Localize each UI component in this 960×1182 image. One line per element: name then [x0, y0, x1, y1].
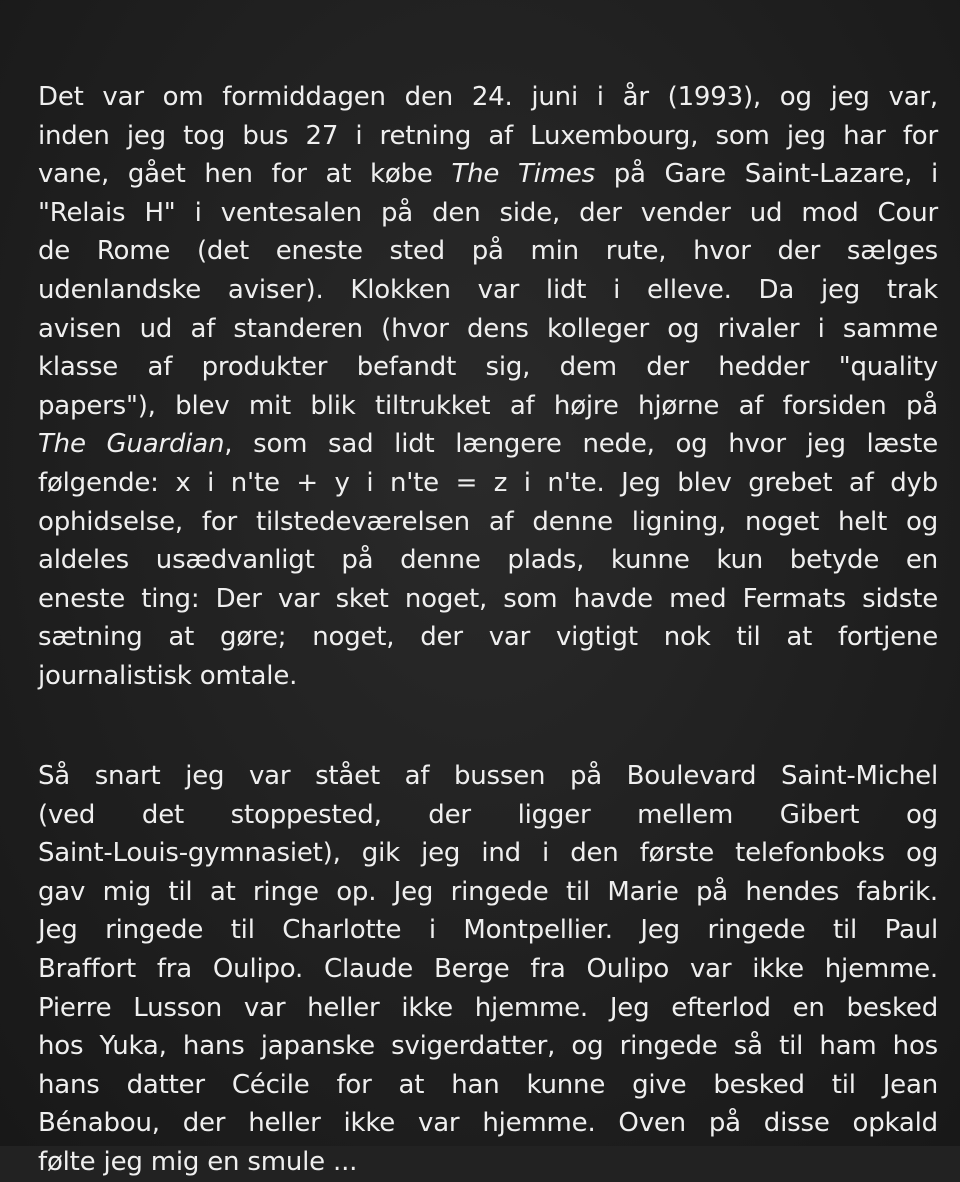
text-line: udenlandske aviser). Klokken var lidt i elleve. Da jeg trak — [38, 274, 938, 305]
text-line: Det var om formiddagen den 24. juni i år (1993), og jeg var, — [38, 82, 938, 112]
paragraph-1 — [38, 78, 938, 696]
text-line: eneste ting: Der var sket noget, som havde med Fermats sidste — [38, 583, 938, 614]
text-line: Bénabou, der heller ikke var hjemme. Oven på disse opkald — [38, 1108, 938, 1139]
text-line: hos Yuka, hans japanske svigerdatter, og ringede så til ham hos — [38, 1031, 938, 1062]
text-line: de Rome (det eneste sted på min rute, hvor der sælges — [38, 236, 938, 267]
text-line: klasse af produkter befandt sig, dem der hedder "quality — [38, 352, 938, 383]
text-line: "Relais H" i ventesalen på den side, der vender ud mod Cour — [38, 197, 938, 228]
paragraph-2 — [38, 757, 938, 1182]
text-line: hans datter Cécile for at han kunne give besked til Jean — [38, 1069, 938, 1100]
italic-title-the-times: The Times — [451, 159, 595, 190]
text-line: gav mig til at ringe op. Jeg ringede til Marie på hendes fabrik. — [38, 876, 938, 907]
text-line: følte jeg mig en smule ... — [38, 1146, 358, 1177]
text-line: Så snart jeg var stået af bussen på Boulevard Saint-Michel — [38, 761, 938, 791]
text-line: avisen ud af standeren (hvor dens kolleger og rivaler i samme — [38, 313, 938, 344]
text-line: ophidselse, for tilstedeværelsen af denne ligning, noget helt og — [38, 506, 938, 537]
text-line: journalistisk omtale. — [38, 660, 298, 691]
text-line: sætning at gøre; noget, der var vigtigt nok til at fortjene — [38, 622, 938, 653]
text-line: aldeles usædvanligt på denne plads, kunne kun betyde en — [38, 545, 938, 576]
text-line — [38, 425, 938, 464]
text-line-part: på Gare Saint-Lazare, i — [613, 159, 939, 190]
text-line: (ved det stoppested, der ligger mellem Gibert og — [38, 799, 938, 830]
text-line-part: , som sad lidt længere nede, og hvor jeg læste — [224, 429, 938, 460]
text-line — [38, 155, 938, 194]
text-line: følgende: x i n'te + y i n'te = z i n'te. Jeg blev grebet af dyb — [38, 467, 938, 498]
text-line: inden jeg tog bus 27 i retning af Luxembourg, som jeg har for — [38, 120, 938, 151]
text-line: papers"), blev mit blik tiltrukket af højre hjørne af forsiden på — [38, 390, 938, 421]
text-line-part: vane, gået hen for at købe — [38, 159, 433, 190]
text-line: Jeg ringede til Charlotte i Montpellier. Jeg ringede til Paul — [38, 915, 938, 946]
text-line: Pierre Lusson var heller ikke hjemme. Jeg efterlod en besked — [38, 992, 938, 1023]
text-line: Braffort fra Oulipo. Claude Berge fra Oulipo var ikke hjemme. — [38, 953, 938, 984]
text-line: Saint-Louis-gymnasiet), gik jeg ind i den første telefonboks og — [38, 838, 938, 869]
italic-title-the-guardian: The Guardian — [38, 429, 225, 460]
